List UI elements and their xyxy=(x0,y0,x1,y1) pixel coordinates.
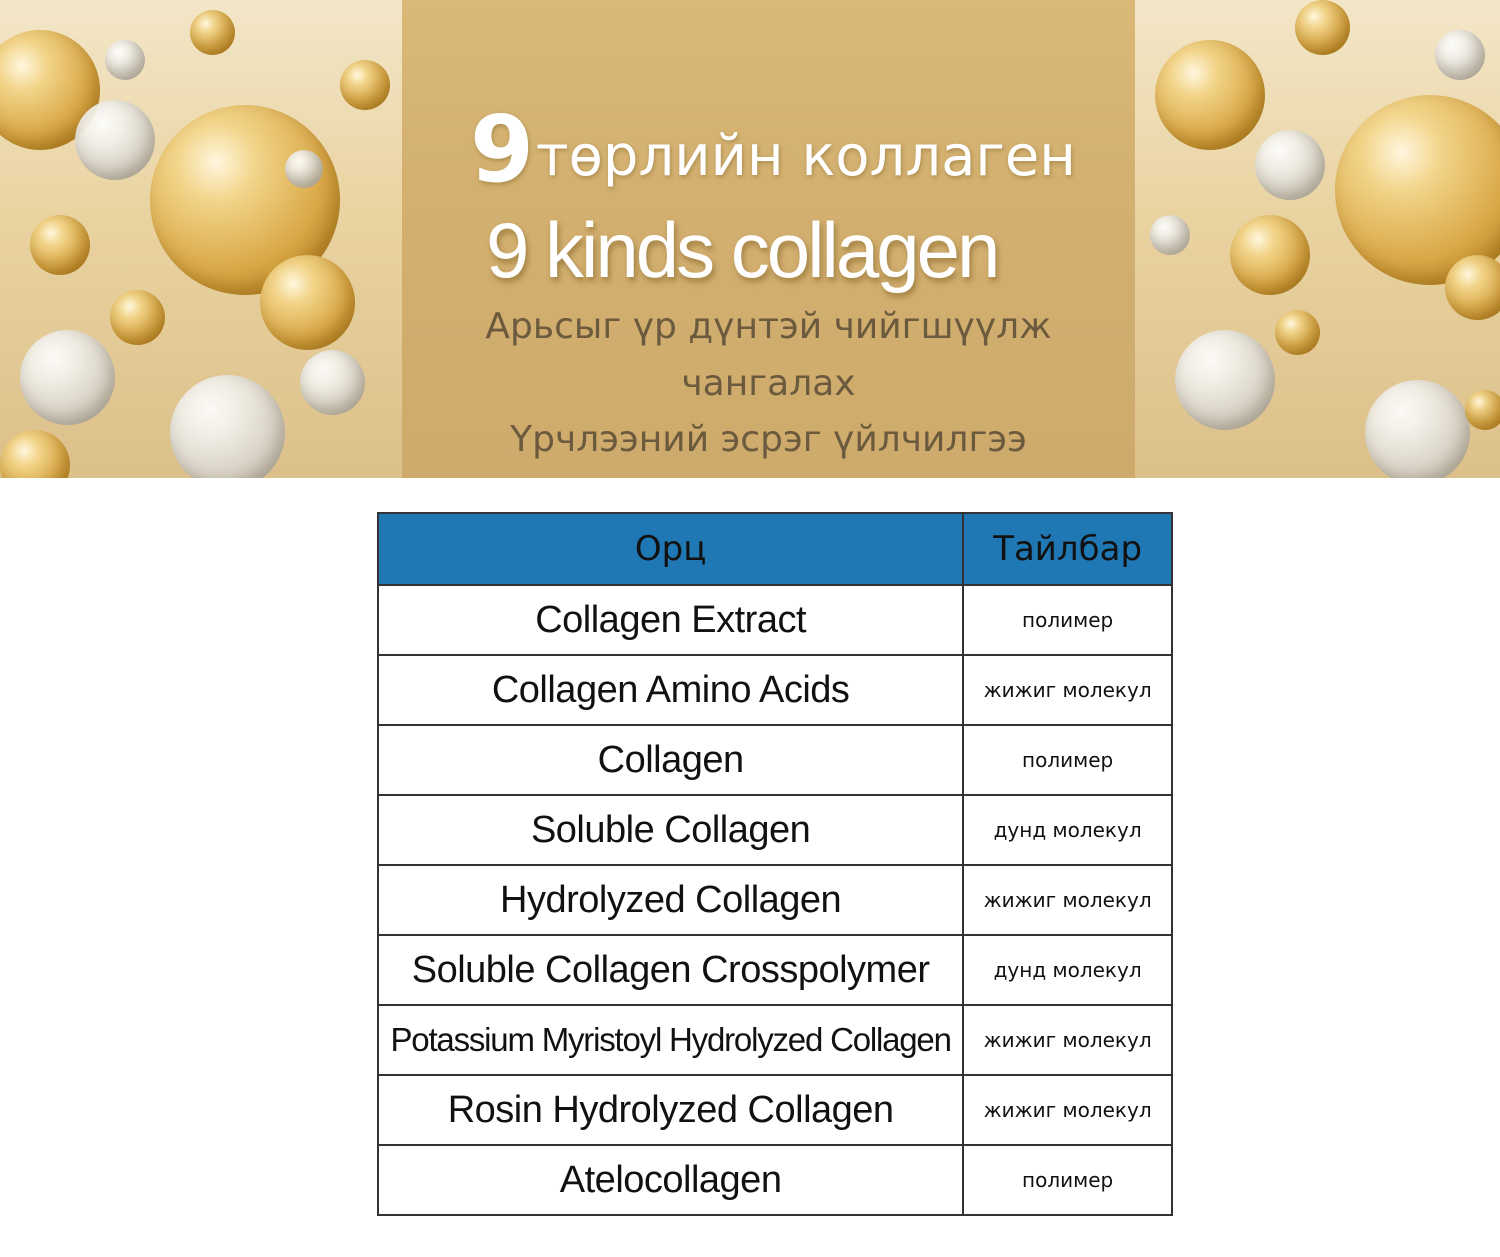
title-number: 9 xyxy=(470,96,531,203)
banner-subtitle-line-3: Үрчлээний эсрэг үйлчилгээ xyxy=(510,419,1027,460)
ingredient-name: Collagen Extract xyxy=(378,585,963,655)
ingredient-description: жижиг молекул xyxy=(963,865,1172,935)
ingredient-name: Collagen Amino Acids xyxy=(378,655,963,725)
ingredient-description: полимер xyxy=(963,1145,1172,1215)
ingredient-description: полимер xyxy=(963,585,1172,655)
table-row xyxy=(378,585,1172,655)
ingredient-description: жижиг молекул xyxy=(963,1005,1172,1075)
ingredient-name: Soluble Collagen xyxy=(378,795,963,865)
ingredient-description: жижиг молекул xyxy=(963,655,1172,725)
banner-subtitle-line-2: чангалах xyxy=(681,363,856,404)
bubble-decoration-right xyxy=(1135,0,1500,478)
table-row xyxy=(378,725,1172,795)
ingredient-description: дунд молекул xyxy=(963,795,1172,865)
table-row xyxy=(378,795,1172,865)
banner-title-english: 9 kinds collagen xyxy=(486,206,998,294)
ingredient-name: Collagen xyxy=(378,725,963,795)
banner-title-mongolian xyxy=(470,96,1076,203)
ingredients-table xyxy=(377,512,1173,1216)
ingredient-name: Hydrolyzed Collagen xyxy=(378,865,963,935)
title-mongolian-text: төрлийн коллаген xyxy=(536,124,1076,189)
table-row xyxy=(378,865,1172,935)
ingredient-description: полимер xyxy=(963,725,1172,795)
header-description: Тайлбар xyxy=(963,513,1172,585)
table-row xyxy=(378,1145,1172,1215)
banner-subtitle-line-1: Арьсыг үр дүнтэй чийгшүүлж xyxy=(485,306,1052,347)
table-header-row xyxy=(378,513,1172,585)
bubble-decoration-left xyxy=(0,0,402,478)
ingredient-name: Soluble Collagen Crosspolymer xyxy=(378,935,963,1005)
ingredient-name: Rosin Hydrolyzed Collagen xyxy=(378,1075,963,1145)
table-row xyxy=(378,935,1172,1005)
ingredient-description: дунд молекул xyxy=(963,935,1172,1005)
table-row xyxy=(378,1075,1172,1145)
ingredient-description: жижиг молекул xyxy=(963,1075,1172,1145)
ingredient-name: Potassium Myristoyl Hydrolyzed Collagen xyxy=(378,1005,963,1075)
hero-banner xyxy=(0,0,1500,478)
header-ingredient: Орц xyxy=(378,513,963,585)
table-row xyxy=(378,1005,1172,1075)
table-row xyxy=(378,655,1172,725)
ingredient-name: Atelocollagen xyxy=(378,1145,963,1215)
